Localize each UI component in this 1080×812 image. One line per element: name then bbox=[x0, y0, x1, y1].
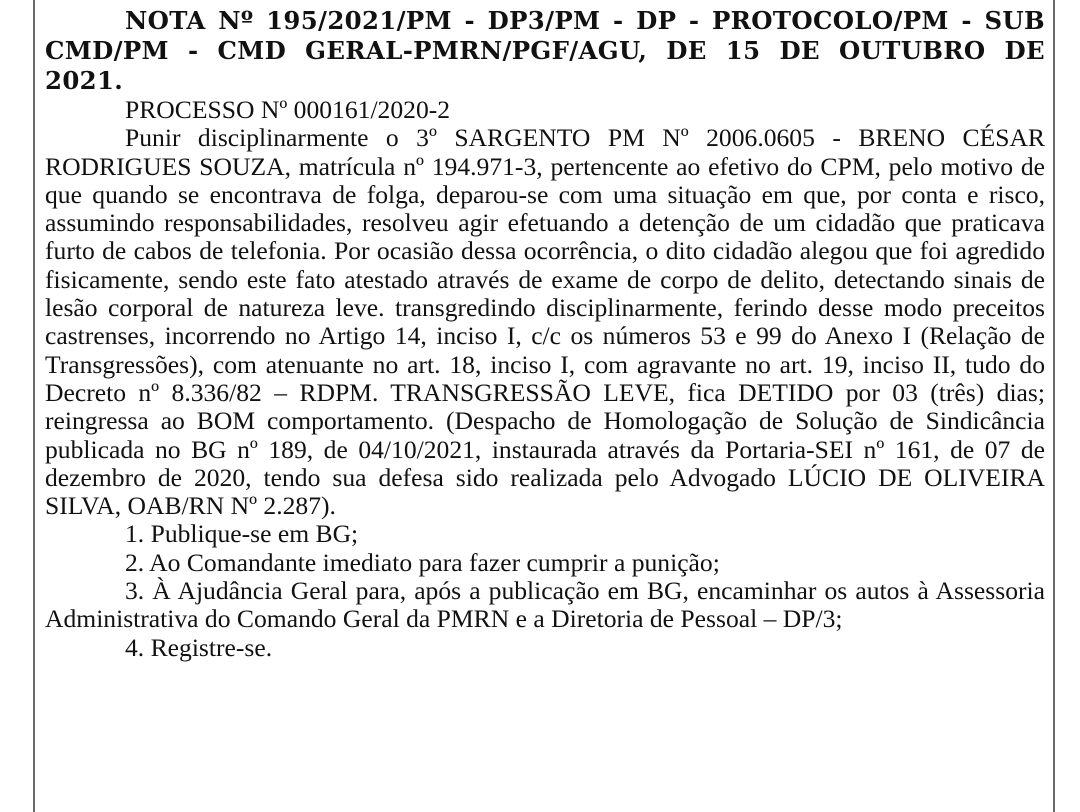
body-paragraph: Punir disciplinarmente o 3º SARGENTO PM Nº 2006.0605 - BRENO CÉSAR RODRIGUES SOUZA, matrícula nº 194.971-3, pertencente ao efetivo do CPM, pelo motivo de que quando se encontrava de folga, deparou-se com uma situação em que, por conta e risco, assumindo responsabilidades, resolveu agir efetuando a detenção de um cidadão que praticava furto de cabos de telefonia. Por ocasião dessa ocorrência, o dito cidadão alegou que foi agredido fisicamente, sendo este fato atestado através de exame de corpo de delito, detectando sinais de lesão corporal de natureza leve. transgredindo disciplinarmente, ferindo desse modo preceitos castrenses, incorrendo no Artigo 14, inciso I, c/c os números 53 e 99 do Anexo I (Relação de Transgressões), com atenuante no art. 18, inciso I, com agravante no art. 19, inciso II, tudo do Decreto nº 8.336/82 – RDPM. TRANSGRESSÃO LEVE, fica DETIDO por 03 (três) dias; reingressa ao BOM comportamento. (Despacho de Homologação de Solução de Sindicância publicada no BG nº 189, de 04/10/2021, instaurada através da Portaria-SEI nº 161, de 07 de dezembro de 2020, tendo sua defesa sido realizada pelo Advogado LÚCIO DE OLIVEIRA SILVA, OAB/RN Nº 2.287). bbox=[45, 123, 1045, 521]
document bbox=[45, 6, 1045, 662]
document-title: NOTA Nº 195/2021/PM - DP3/PM - DP - PROTOCOLO/PM - SUB CMD/PM - CMD GERAL-PMRN/PGF/AGU, DE 15 DE OUTUBRO DE 2021. bbox=[45, 6, 1045, 95]
list-item: 3. À Ajudância Geral para, após a publicação em BG, encaminhar os autos à Assessoria Administrativa do Comando Geral da PMRN e a Diretoria de Pessoal – DP/3; bbox=[45, 576, 1045, 634]
process-number: PROCESSO Nº 000161/2020-2 bbox=[125, 95, 451, 124]
list-item: 2. Ao Comandante imediato para fazer cumprir a punição; bbox=[125, 547, 720, 577]
list-item: 4. Registre-se. bbox=[125, 632, 273, 662]
list-item: 1. Publique-se em BG; bbox=[125, 519, 359, 549]
